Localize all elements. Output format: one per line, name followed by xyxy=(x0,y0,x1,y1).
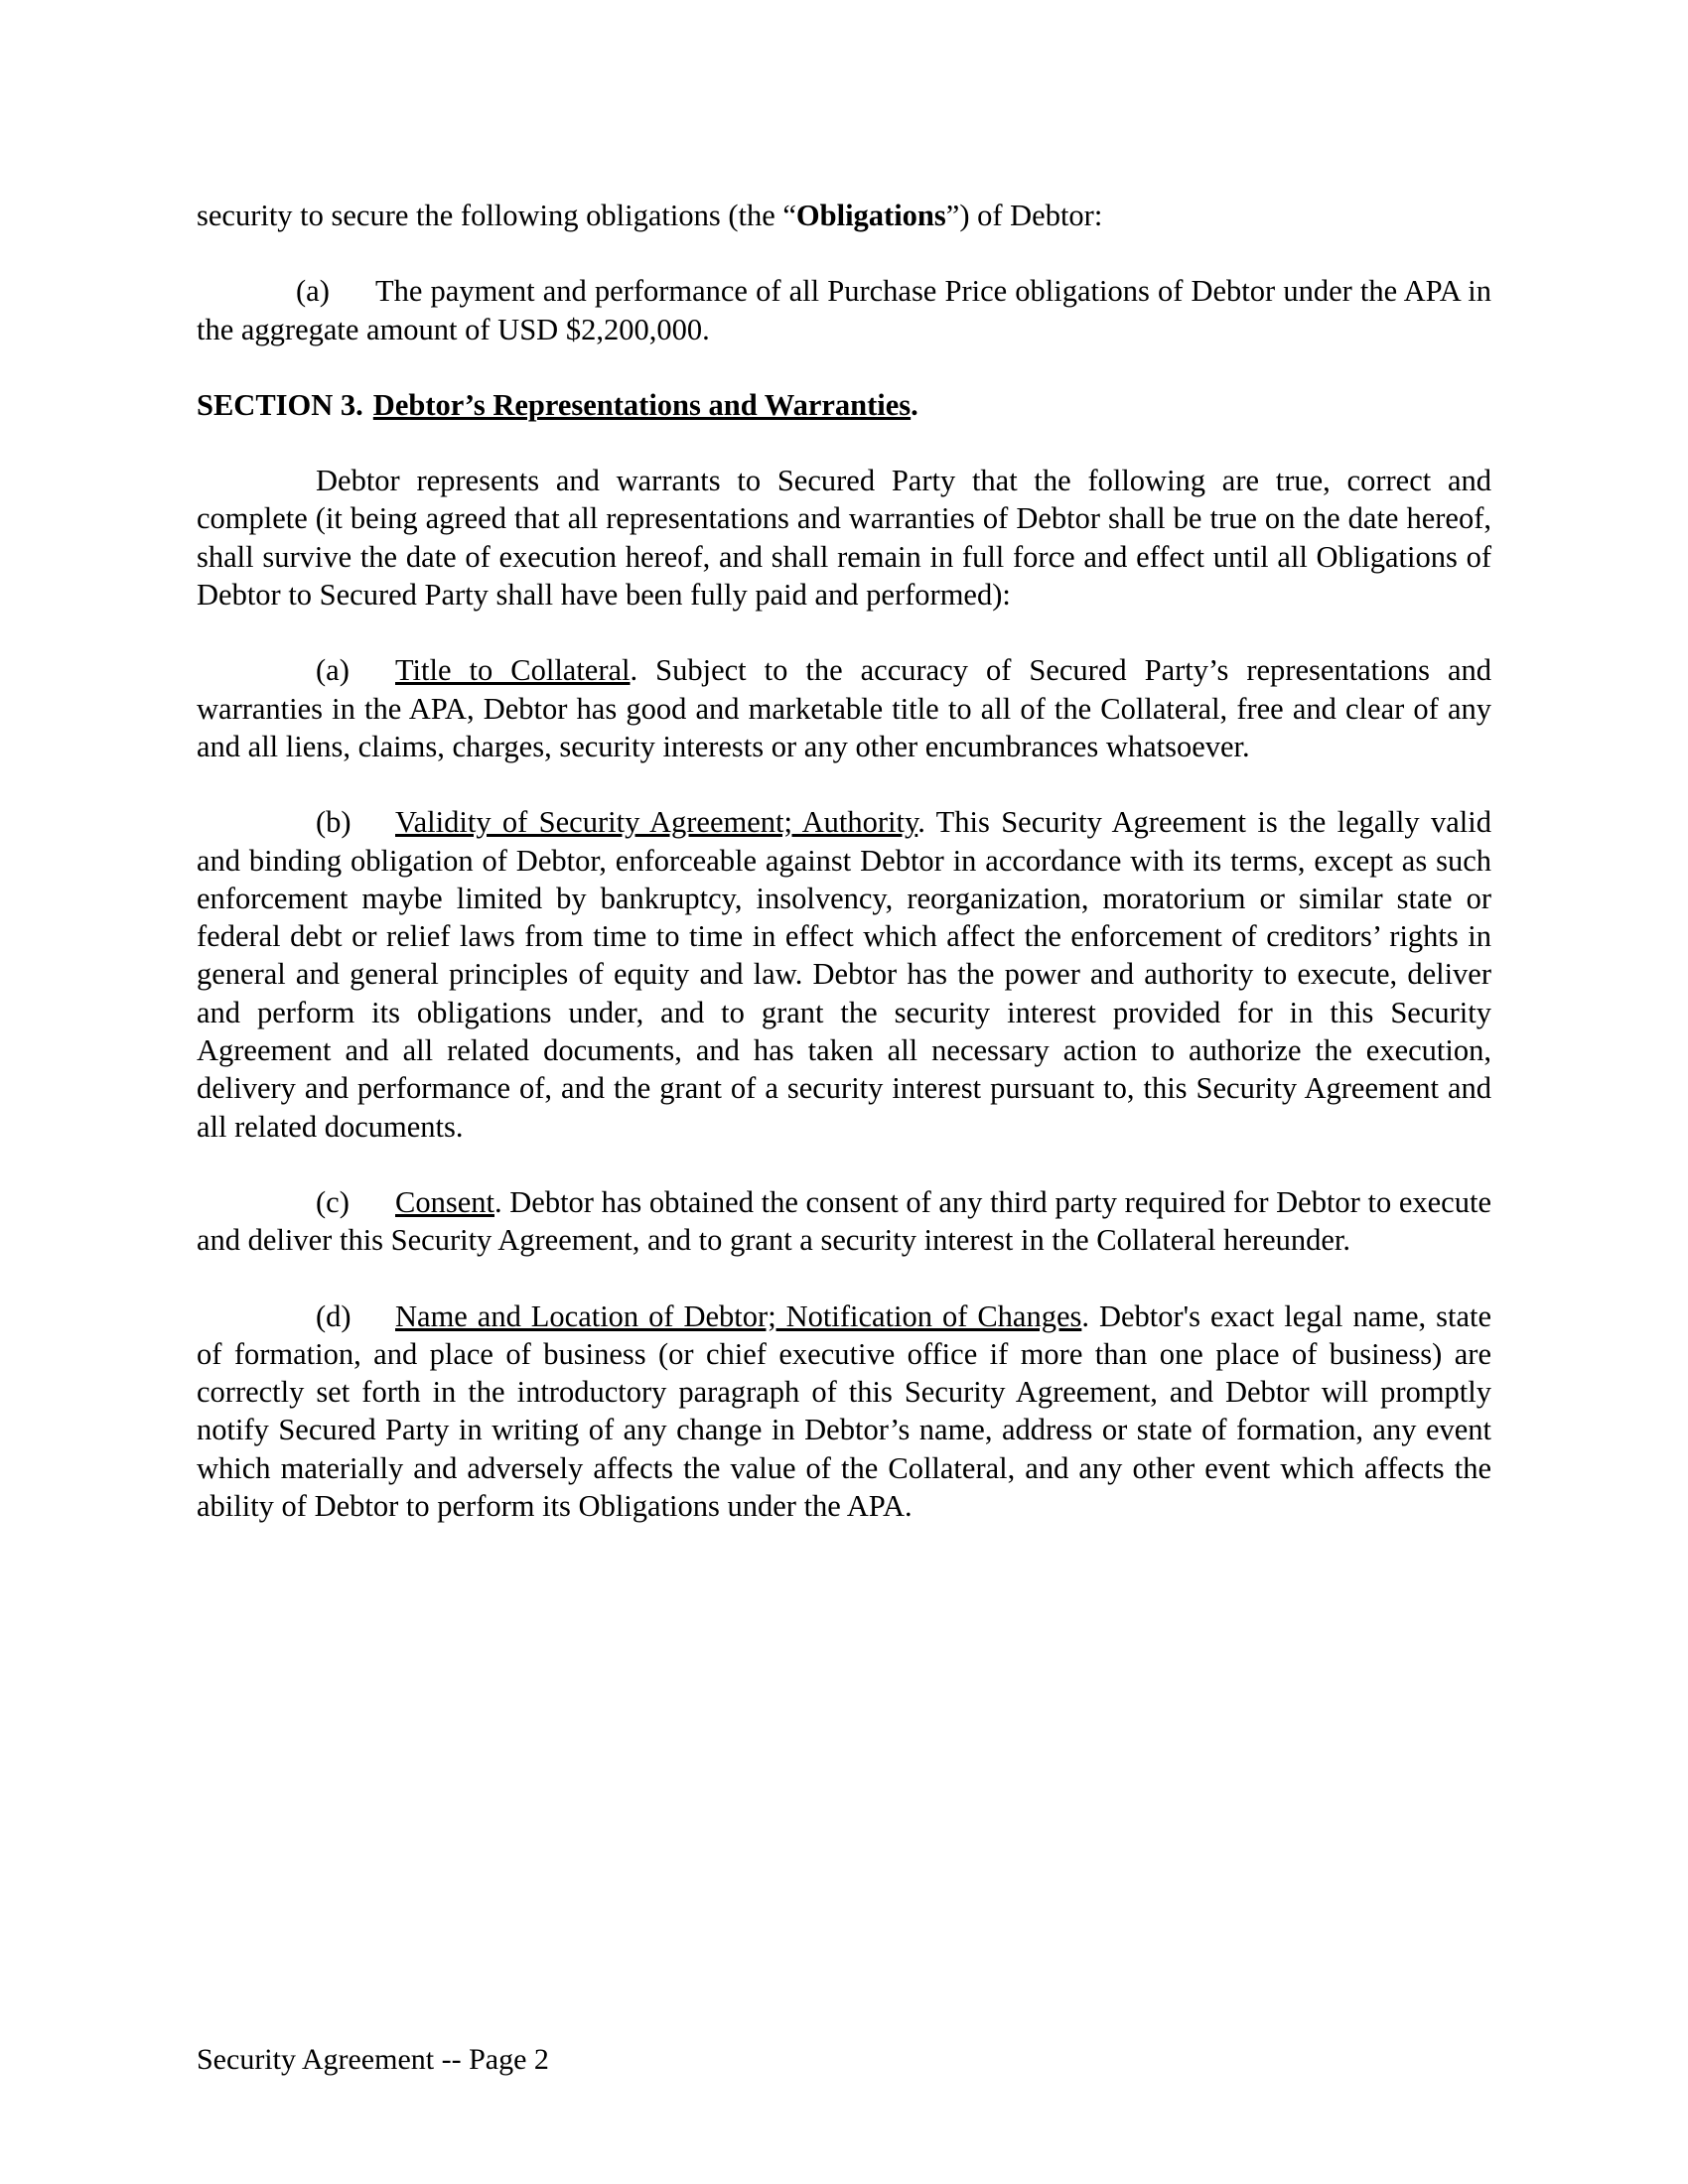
section-intro-paragraph: Debtor represents and warrants to Secured Party that the following are true, correct and complete (it being agreed that all representations and warranties of Debtor shall be true on the date hereof, shall survive the date of execution hereof, and shall remain in full force and effect until all Obligations of Debtor to Secured Party shall have been fully paid and performed): xyxy=(197,464,1491,613)
item-text: . Debtor has obtained the consent of any third party required for Debtor to execute and deliver this Security Agreement, and to grant a security interest in the Collateral hereunder. xyxy=(197,1184,1491,1258)
representation-item-c xyxy=(197,1183,1491,1260)
item-heading: Name and Location of Debtor; Notification of Changes xyxy=(395,1298,1082,1333)
item-heading: Validity of Security Agreement; Authority xyxy=(395,805,918,840)
intro-text-after: ”) of Debtor: xyxy=(945,199,1103,232)
representation-item-a xyxy=(197,651,1491,765)
item-text: . Debtor's exact legal name, state of formation, and place of business (or chief executive office if more than one place of business) are correctly set forth in the introductory paragraph of this Security Agreement, and Debtor will promptly notify Secured Party in writing of any change in Debtor’s name, address or state of formation, any event which materially and adversely affects the value of the Collateral, and any other event which affects the ability of Debtor to perform its Obligations under the APA. xyxy=(197,1298,1491,1524)
defined-term-obligations: Obligations xyxy=(795,199,946,232)
item-text: . This Security Agreement is the legally valid and binding obligation of Debtor, enforceable against Debtor in accordance with its terms, except as such enforcement maybe limited by bankruptcy, insolvency, reorganization, moratorium or similar state or federal debt or relief laws from time to time in effect which affect the enforcement of creditors’ rights in general and general principles of equity and law. Debtor has the power and authority to execute, deliver and perform its obligations under, and to grant the security interest provided for in this Security Agreement and all related documents, and has taken all necessary action to authorize the execution, delivery and performance of, and the grant of a security interest pursuant to, this Security Agreement and all related documents. xyxy=(197,805,1491,1144)
item-label: (b) xyxy=(316,805,352,840)
item-text: The payment and performance of all Purchase Price obligations of Debtor under the APA in the aggregate amount of USD $2,200,000. xyxy=(197,274,1491,346)
item-label: (d) xyxy=(316,1298,352,1333)
item-text: . Subject to the accuracy of Secured Party’s representations and warranties in the APA, Debtor has good and marketable title to all of the Collateral, free and clear of any and all liens, claims, charges, security interests or any other encumbrances whatsoever. xyxy=(197,653,1492,763)
item-label: (a) xyxy=(316,653,350,688)
section-title-period: . xyxy=(911,387,918,422)
item-label: (c) xyxy=(316,1184,350,1219)
representation-item-b xyxy=(197,803,1491,1146)
representation-item-d xyxy=(197,1297,1491,1526)
page-footer: Security Agreement -- Page 2 xyxy=(197,2043,549,2076)
obligations-intro xyxy=(197,197,1491,234)
section-heading xyxy=(197,386,1491,424)
item-heading: Title to Collateral xyxy=(395,653,631,688)
section-title: Debtor’s Representations and Warranties xyxy=(372,387,912,422)
item-label: (a) xyxy=(296,274,330,309)
obligation-item-a xyxy=(197,272,1491,348)
document-page xyxy=(197,197,1491,1563)
intro-text-before: security to secure the following obligations (the “ xyxy=(197,199,796,232)
section-number: SECTION 3. xyxy=(197,387,363,422)
item-heading: Consent xyxy=(395,1184,494,1219)
